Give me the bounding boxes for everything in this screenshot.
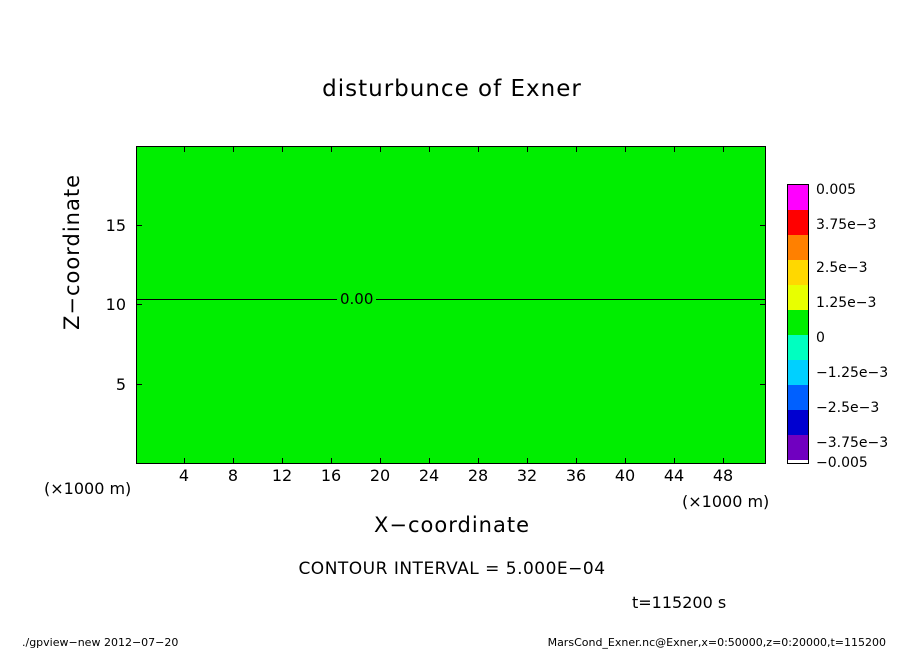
x-axis-title: X−coordinate <box>374 513 530 537</box>
time-label: t=115200 s <box>632 593 727 612</box>
colorbar-cell <box>788 235 808 260</box>
xtick-label: 28 <box>467 466 489 485</box>
ytick-label: 5 <box>115 375 126 394</box>
xtick-mark-bottom <box>674 458 675 464</box>
colorbar-cell <box>788 260 808 285</box>
xtick-mark-top <box>282 146 283 152</box>
xtick-label: 48 <box>712 466 734 485</box>
xtick-label: 32 <box>516 466 538 485</box>
plot-area <box>136 146 766 464</box>
xtick-mark-top <box>527 146 528 152</box>
xtick-label: 4 <box>178 466 190 485</box>
footer-left-text: ./gpview−new 2012−07−20 <box>22 636 179 649</box>
xtick-mark-bottom <box>625 458 626 464</box>
ytick-label: 10 <box>105 295 126 314</box>
xtick-mark-bottom <box>576 458 577 464</box>
colorbar-tick-label: 0.005 <box>816 182 857 198</box>
ytick-mark-left <box>136 304 142 305</box>
xtick-label: 44 <box>663 466 685 485</box>
xtick-label: 40 <box>614 466 636 485</box>
colorbar-cell <box>788 410 808 435</box>
colorbar-tick-label: 3.75e−3 <box>816 217 877 233</box>
colorbar-tick-label: −2.5e−3 <box>816 400 880 416</box>
xtick-mark-bottom <box>478 458 479 464</box>
ytick-mark-right <box>760 304 766 305</box>
y-axis-unit: (×1000 m) <box>44 479 132 498</box>
contour-label: 0.00 <box>337 290 376 308</box>
ytick-mark-right <box>760 384 766 385</box>
xtick-label: 36 <box>565 466 587 485</box>
ytick-mark-left <box>136 225 142 226</box>
contour-line-zero <box>137 299 766 300</box>
colorbar <box>787 184 809 464</box>
xtick-label: 20 <box>369 466 391 485</box>
colorbar-cell <box>788 210 808 235</box>
xtick-mark-top <box>576 146 577 152</box>
y-axis-title: Z−coordinate <box>60 174 84 330</box>
xtick-label: 16 <box>320 466 342 485</box>
colorbar-tick-label: 2.5e−3 <box>816 260 868 276</box>
chart-title: disturbunce of Exner <box>322 76 582 102</box>
xtick-label: 12 <box>271 466 293 485</box>
ytick-mark-right <box>760 225 766 226</box>
colorbar-tick-label: 0 <box>816 330 825 346</box>
xtick-mark-bottom <box>331 458 332 464</box>
xtick-mark-top <box>625 146 626 152</box>
colorbar-tick-label: −3.75e−3 <box>816 435 889 451</box>
colorbar-cell <box>788 335 808 360</box>
xtick-mark-top <box>184 146 185 152</box>
contour-interval-text: CONTOUR INTERVAL = 5.000E−04 <box>298 559 606 579</box>
colorbar-cell <box>788 185 808 210</box>
xtick-mark-top <box>429 146 430 152</box>
colorbar-tick-label: −1.25e−3 <box>816 365 889 381</box>
footer-right-text: MarsCond_Exner.nc@Exner,x=0:50000,z=0:20000,t=115200 <box>547 636 886 649</box>
colorbar-tick-label: 1.25e−3 <box>816 295 877 311</box>
xtick-mark-bottom <box>282 458 283 464</box>
xtick-mark-top <box>674 146 675 152</box>
xtick-mark-bottom <box>233 458 234 464</box>
xtick-mark-top <box>478 146 479 152</box>
xtick-mark-bottom <box>184 458 185 464</box>
colorbar-cell <box>788 360 808 385</box>
xtick-mark-bottom <box>429 458 430 464</box>
ytick-label: 15 <box>105 216 126 235</box>
xtick-mark-bottom <box>527 458 528 464</box>
xtick-mark-top <box>233 146 234 152</box>
xtick-mark-bottom <box>723 458 724 464</box>
colorbar-cell <box>788 310 808 335</box>
colorbar-cell <box>788 435 808 460</box>
xtick-mark-top <box>723 146 724 152</box>
xtick-mark-top <box>380 146 381 152</box>
x-axis-unit: (×1000 m) <box>682 492 770 511</box>
colorbar-cell <box>788 285 808 310</box>
colorbar-tick-label: −0.005 <box>816 455 868 471</box>
xtick-label: 8 <box>227 466 239 485</box>
xtick-mark-bottom <box>380 458 381 464</box>
xtick-label: 24 <box>418 466 440 485</box>
ytick-mark-left <box>136 384 142 385</box>
colorbar-cell <box>788 385 808 410</box>
xtick-mark-top <box>331 146 332 152</box>
